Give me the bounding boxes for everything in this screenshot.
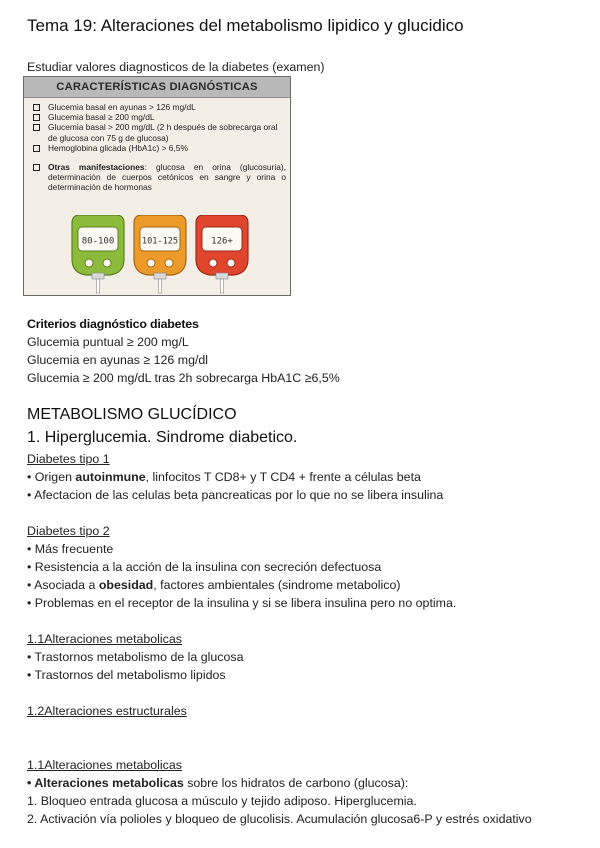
criterios-line: Glucemia ≥ 200 mg/dL tras 2h sobrecarga HbA1C ≥6,5% [27, 371, 340, 385]
checkbox-icon [33, 124, 40, 131]
meter-readout-green: 80-100 [81, 236, 115, 247]
criterios-heading: Criterios diagnóstico diabetes [27, 317, 199, 331]
criterios-line: Glucemia puntual ≥ 200 mg/L [27, 335, 189, 349]
checkbox-icon [33, 104, 40, 111]
criterios-line: Glucemia en ayunas ≥ 126 mg/dl [27, 353, 209, 367]
tipo1-heading: Diabetes tipo 1 [27, 452, 110, 466]
diagnostic-figure [23, 76, 291, 296]
glucometer-red-icon [196, 215, 248, 293]
alt-metab2-line: 2. Activación vía polioles y bloqueo de glucolisis. Acumulación glucosa6-P y estrés oxidativo [27, 812, 532, 826]
glucometer-orange-icon [134, 215, 186, 293]
page-title: Tema 19: Alteraciones del metabolismo lipidico y glucidico [27, 16, 464, 35]
figure-item: Hemoglobina glicada (HbA1c) > 6,5% [32, 143, 286, 153]
alt-metab-heading: 1.1Alteraciones metabolicas [27, 632, 182, 646]
tipo2-bullet: • Asociada a obesidad, factores ambientales (sindrome metabolico) [27, 578, 401, 592]
figure-header: CARACTERÍSTICAS DIAGNÓSTICAS [24, 77, 290, 98]
alt-estruct-heading: 1.2Alteraciones estructurales [27, 704, 187, 718]
tipo2-bullet: • Resistencia a la acción de la insulina con secreción defectuosa [27, 560, 382, 574]
tipo2-bullet: • Más frecuente [27, 542, 114, 556]
tipo1-bullet: • Origen autoinmune, linfocitos T CD8+ y T CD4 + frente a células beta [27, 470, 421, 484]
figure-item: Glucemia basal en ayunas > 126 mg/dL [32, 102, 286, 112]
intro-text: Estudiar valores diagnosticos de la diabetes (examen) [27, 60, 325, 74]
section-heading: METABOLISMO GLUCÍDICO [27, 406, 237, 423]
figure-item: Glucemia basal > 200 mg/dL (2 h después de sobrecarga oral de glucosa con 75 g de glucosa) [32, 122, 286, 142]
glucometer-illustration [66, 215, 296, 295]
checkbox-icon [33, 145, 40, 152]
glucometer-green-icon [72, 215, 124, 293]
alt-metab-bullet: • Trastornos del metabolismo lipidos [27, 668, 226, 682]
section-subheading: 1. Hiperglucemia. Sindrome diabetico. [27, 429, 298, 446]
figure-list [32, 102, 286, 193]
alt-metab-bullet: • Trastornos metabolismo de la glucosa [27, 650, 244, 664]
tipo1-bullet: • Afectacion de las celulas beta pancreaticas por lo que no se libera insulina [27, 488, 444, 502]
tipo2-bullet: • Problemas en el receptor de la insulina y si se libera insulina pero no optima. [27, 596, 457, 610]
alt-metab2-heading: 1.1Alteraciones metabolicas [27, 758, 182, 772]
figure-item: Glucemia basal ≥ 200 mg/dL [32, 112, 286, 122]
alt-metab2-line: 1. Bloqueo entrada glucosa a músculo y tejido adiposo. Hiperglucemia. [27, 794, 417, 808]
alt-metab2-bullet: • Alteraciones metabolicas sobre los hidratos de carbono (glucosa): [27, 776, 409, 790]
tipo2-heading: Diabetes tipo 2 [27, 524, 110, 538]
figure-item-other: Otras manifestaciones: glucosa en orina (glucosuria), determinación de cuerpos cetónicos en sangre y orina o determinación de hormonas [32, 162, 286, 193]
checkbox-icon [33, 164, 40, 171]
meter-readout-red: 126+ [211, 236, 233, 247]
meter-readout-orange: 101-125 [141, 236, 179, 247]
checkbox-icon [33, 114, 40, 121]
